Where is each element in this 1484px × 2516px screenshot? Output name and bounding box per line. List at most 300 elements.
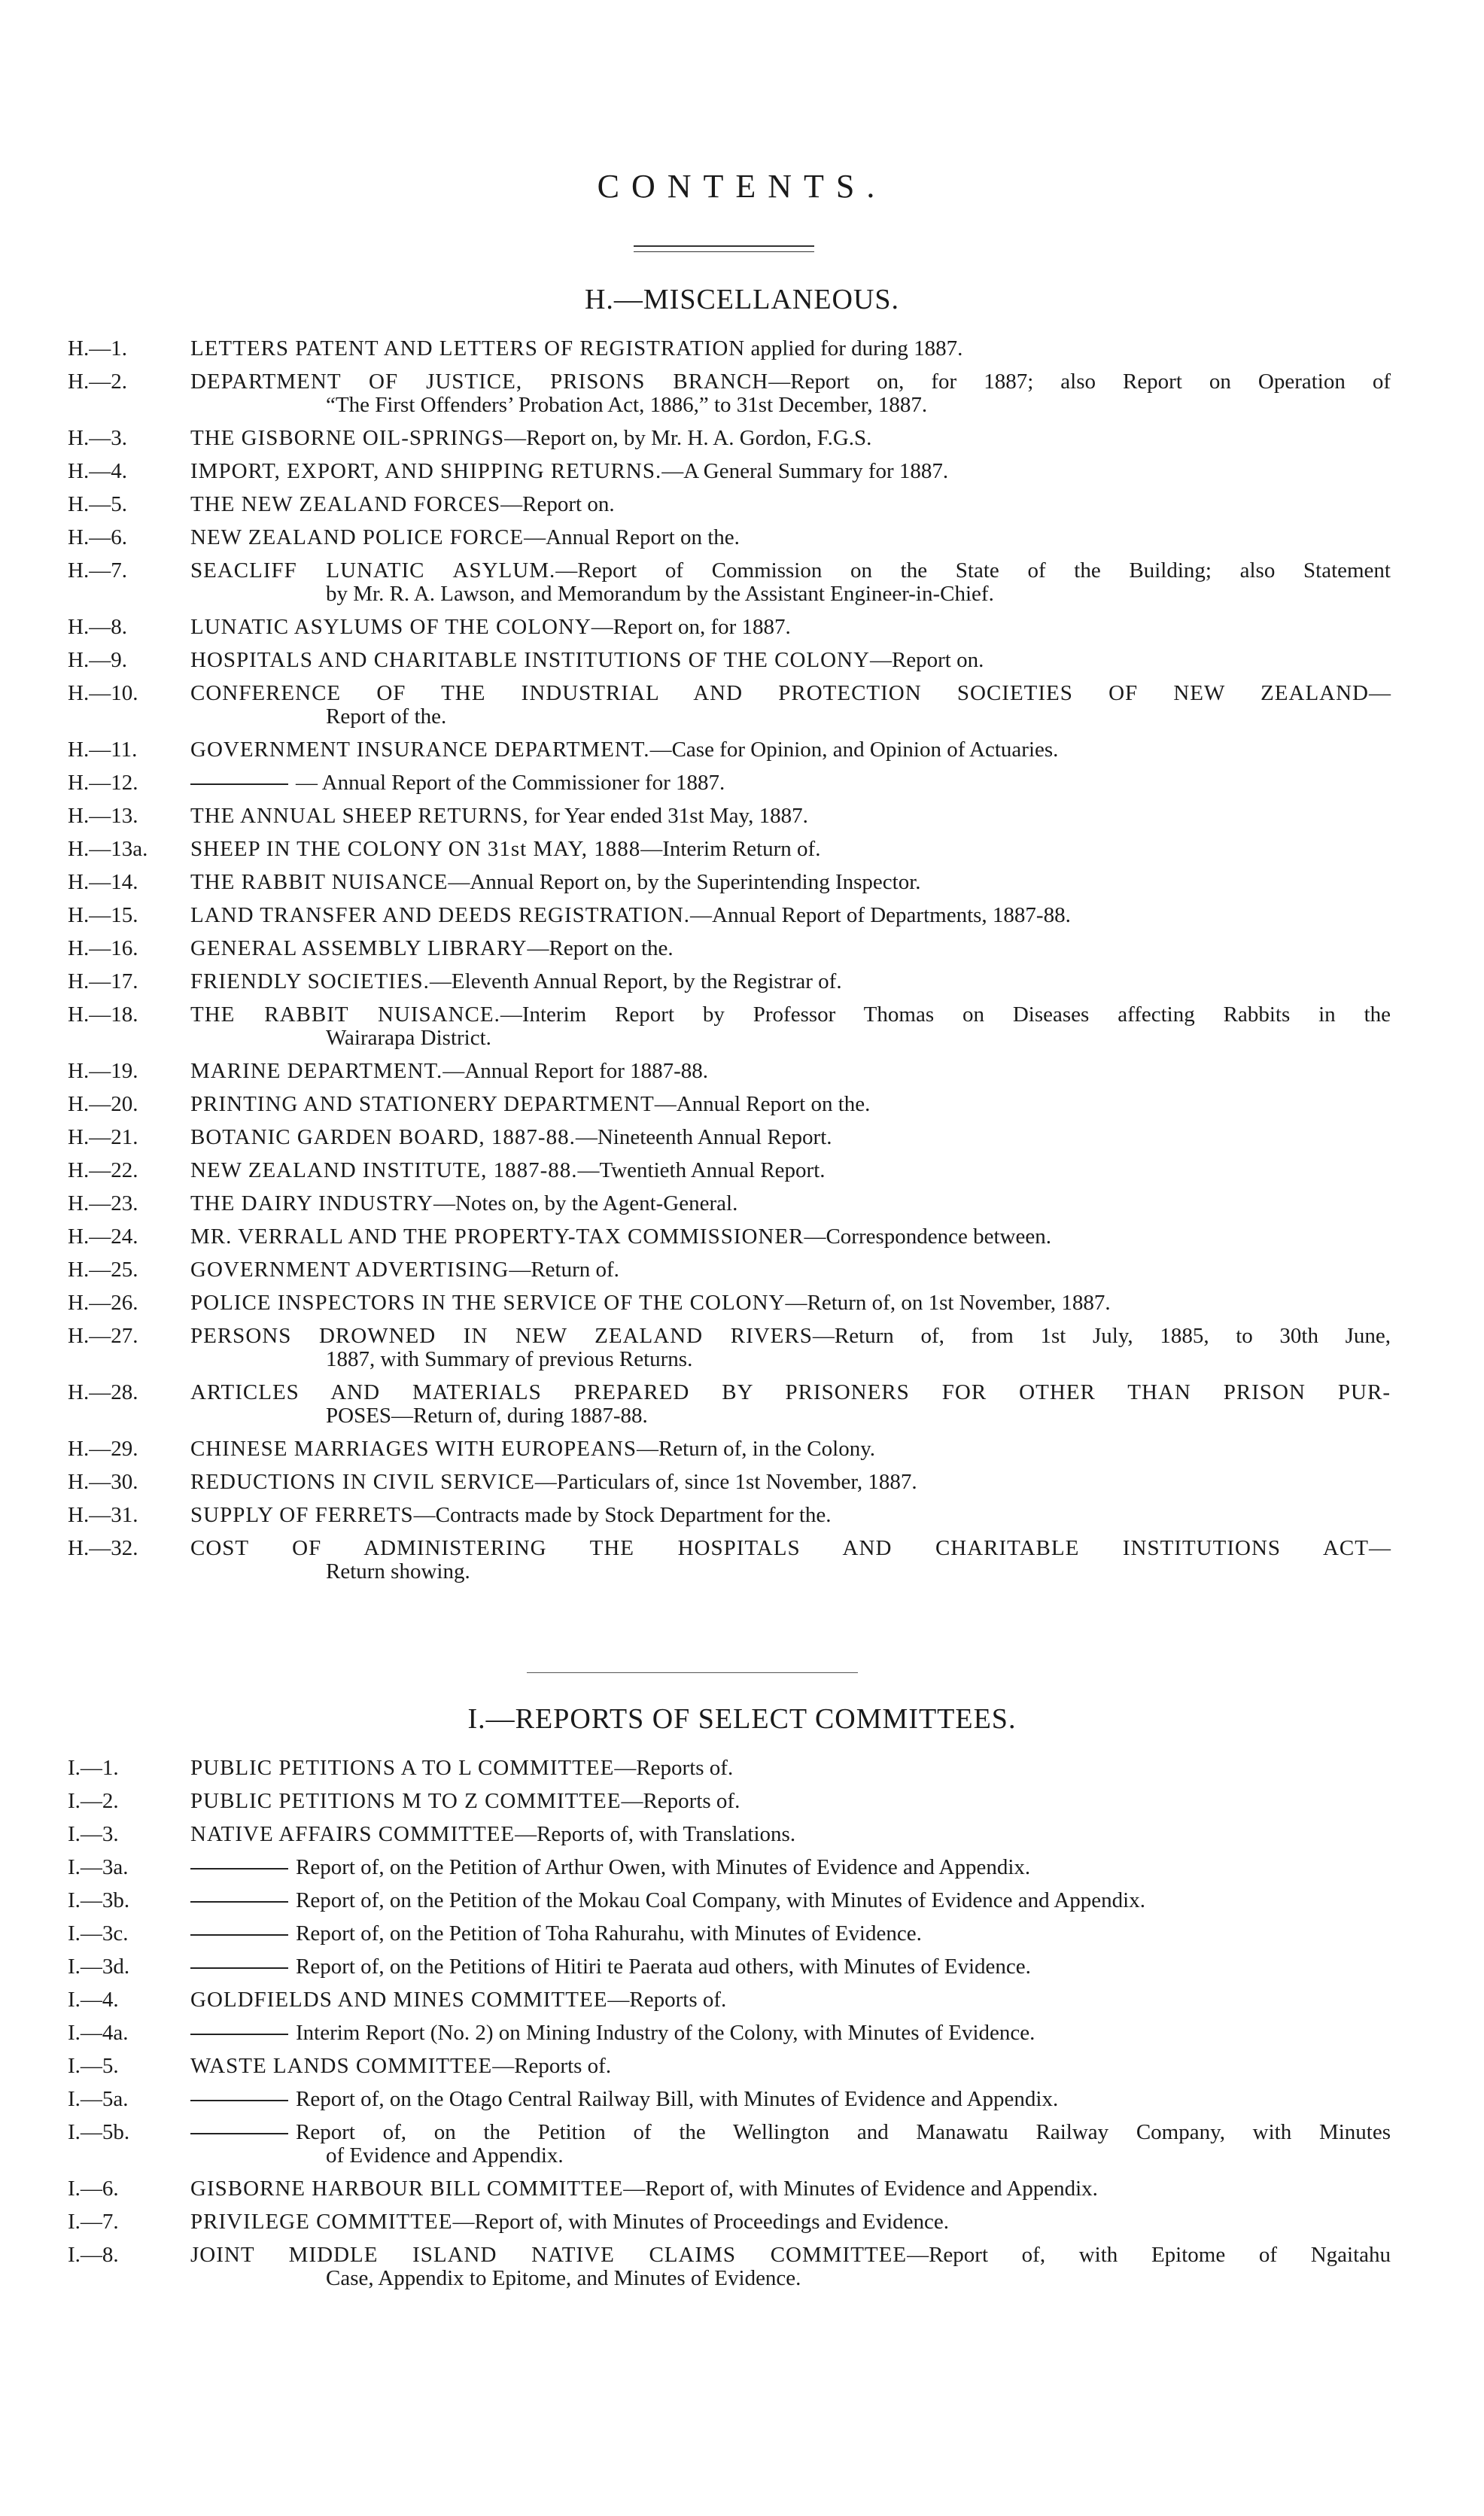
entry-subject: FRIENDLY SOCIETIES.: [190, 969, 430, 993]
section-heading-miscellaneous: H.—MISCELLANEOUS.: [584, 284, 900, 315]
entry-first-line: [190, 682, 1391, 705]
contents-entry: [68, 771, 1391, 795]
title-rule-top: [634, 245, 814, 247]
entry-code: I.—1.: [68, 1756, 119, 1780]
contents-entry: [68, 1537, 1391, 1584]
entry-code: H.—17.: [68, 969, 138, 993]
entry-code: H.—8.: [68, 615, 127, 639]
entry-code: H.—2.: [68, 370, 127, 394]
entry-description: —Nineteenth Annual Report.: [575, 1125, 832, 1149]
entry-text: [190, 937, 1391, 960]
contents-entry: [68, 2121, 1391, 2168]
contents-entry: [68, 1988, 1391, 2012]
entry-code: H.—29.: [68, 1437, 138, 1461]
contents-entry: [68, 1003, 1391, 1050]
entry-text: [190, 370, 1391, 417]
entry-text: [190, 838, 1391, 861]
entry-code: I.—8.: [68, 2243, 119, 2267]
entry-description: Interim Report (No. 2) on Mining Industry of the Colony, with Minutes of Evidence.: [296, 2021, 1035, 2045]
entry-description: —Return of.: [509, 1258, 619, 1282]
ditto-dash: [190, 2133, 288, 2134]
entry-description: —Report of Commission on the State of the Building; also Statement: [555, 558, 1391, 583]
entry-subject: NATIVE AFFAIRS COMMITTEE: [190, 1822, 515, 1846]
entry-text: [190, 1437, 1391, 1461]
entry-description: —A General Summary for 1887.: [661, 459, 949, 483]
entry-text: [190, 2022, 1391, 2045]
entry-code: H.—31.: [68, 1503, 138, 1527]
contents-entry: [68, 2177, 1391, 2201]
entry-text: [190, 1325, 1391, 1371]
entry-text: [190, 616, 1391, 639]
contents-entry: [68, 1060, 1391, 1083]
entry-code: H.—13a.: [68, 837, 148, 861]
entry-first-line: [190, 1291, 1391, 1315]
entry-description: —Report of, with Minutes of Proceedings and Evidence.: [452, 2210, 950, 2234]
contents-entry: [68, 493, 1391, 516]
entry-text: [190, 1823, 1391, 1846]
entry-description: Report of, on the Petition of the Mokau Coal Company, with Minutes of Evidence and Appendix.: [296, 1888, 1145, 1912]
contents-entry: [68, 1093, 1391, 1116]
entry-first-line: [190, 1856, 1391, 1879]
entry-subject: HOSPITALS AND CHARITABLE INSTITUTIONS OF THE COLONY: [190, 648, 870, 672]
contents-entry: [68, 1126, 1391, 1149]
entry-code: H.—7.: [68, 558, 127, 583]
entry-first-line: [190, 1437, 1391, 1461]
ditto-dash: [190, 1967, 288, 1969]
entry-text: [190, 2055, 1391, 2078]
entry-subject: THE DAIRY INDUSTRY: [190, 1191, 434, 1215]
entry-text: [190, 871, 1391, 894]
entry-first-line: [190, 1823, 1391, 1846]
contents-entry: [68, 871, 1391, 894]
entry-code: I.—3b.: [68, 1888, 130, 1912]
entry-text: [190, 559, 1391, 606]
entry-code: I.—3.: [68, 1822, 119, 1846]
entry-code: H.—25.: [68, 1258, 138, 1282]
entry-subject: THE ANNUAL SHEEP RETURNS,: [190, 804, 529, 828]
entry-subject: GENERAL ASSEMBLY LIBRARY: [190, 936, 528, 960]
entry-continuation: Case, Appendix to Epitome, and Minutes of Evidence.: [326, 2266, 801, 2290]
entry-text: [190, 1856, 1391, 1879]
section-divider: [527, 1672, 858, 1673]
entry-description: —Interim Report by Professor Thomas on Diseases affecting Rabbits in the: [500, 1002, 1391, 1027]
entry-description: —Reports of.: [614, 1756, 734, 1780]
ditto-dash: [190, 1934, 288, 1936]
entry-code: I.—3c.: [68, 1921, 129, 1946]
entry-description: Report of, on the Petition of Toha Rahurahu, with Minutes of Evidence.: [296, 1921, 922, 1946]
entry-description: —Return of, from 1st July, 1885, to 30th June,: [812, 1324, 1391, 1348]
entry-code: H.—9.: [68, 648, 127, 672]
entry-code: I.—5b.: [68, 2120, 130, 2144]
contents-entry: [68, 427, 1391, 450]
entry-text: [190, 2210, 1391, 2234]
contents-entry: [68, 1790, 1391, 1813]
entry-description: —Report of, with Minutes of Evidence and Appendix.: [623, 2177, 1098, 2201]
entry-description: —Reports of.: [621, 1789, 740, 1813]
contents-entry: [68, 1258, 1391, 1282]
entry-description: —Annual Report on the.: [524, 525, 740, 549]
miscellaneous-contents-list: [68, 337, 1391, 1593]
entry-description: Report of, on the Petition of Arthur Owen, with Minutes of Evidence and Appendix.: [296, 1855, 1031, 1879]
entry-subject: JOINT MIDDLE ISLAND NATIVE CLAIMS COMMITTEE: [190, 2243, 908, 2267]
contents-entry: [68, 559, 1391, 606]
entry-first-line: [190, 559, 1391, 583]
contents-entry: [68, 1889, 1391, 1912]
entry-subject: POLICE INSPECTORS IN THE SERVICE OF THE COLONY: [190, 1291, 786, 1315]
section-heading-select-committees: I.—REPORTS OF SELECT COMMITTEES.: [467, 1703, 1017, 1735]
entry-description: —Reports of.: [607, 1988, 727, 2012]
contents-entry: [68, 370, 1391, 417]
entry-text: [190, 526, 1391, 549]
entry-description: —Report on, by Mr. H. A. Gordon, F.G.S.: [504, 426, 872, 450]
entry-text: [190, 1126, 1391, 1149]
entry-subject: CHINESE MARRIAGES WITH EUROPEANS: [190, 1437, 637, 1461]
entry-text: [190, 1889, 1391, 1912]
entry-first-line: [190, 460, 1391, 483]
entry-text: [190, 1159, 1391, 1182]
entry-text: [190, 1504, 1391, 1527]
entry-code: H.—6.: [68, 525, 127, 549]
entry-description: —Report of, with Epitome of Ngaitahu: [907, 2243, 1391, 2267]
contents-entry: [68, 337, 1391, 361]
entry-subject: CONFERENCE OF THE INDUSTRIAL AND PROTECTION SOCIETIES OF NEW ZEALAND: [190, 681, 1369, 705]
entry-first-line: [190, 2177, 1391, 2201]
entry-subject: MR. VERRALL AND THE PROPERTY-TAX COMMISSIONER: [190, 1225, 804, 1249]
entry-code: H.—4.: [68, 459, 127, 483]
entry-continuation: by Mr. R. A. Lawson, and Memorandum by the Assistant Engineer-in-Chief.: [326, 582, 994, 606]
entry-first-line: [190, 1504, 1391, 1527]
entry-code: H.—32.: [68, 1536, 138, 1560]
entry-subject: WASTE LANDS COMMITTEE: [190, 2054, 493, 2078]
contents-entry: [68, 738, 1391, 762]
entry-code: I.—6.: [68, 2177, 119, 2201]
ditto-dash: [190, 2100, 288, 2101]
entry-code: H.—24.: [68, 1225, 138, 1249]
entry-subject: REDUCTIONS IN CIVIL SERVICE: [190, 1470, 535, 1494]
entry-code: H.—14.: [68, 870, 138, 894]
entry-first-line: [190, 1955, 1391, 1979]
entry-subject: GISBORNE HARBOUR BILL COMMITTEE: [190, 2177, 624, 2201]
entry-text: [190, 460, 1391, 483]
entry-first-line: [190, 1126, 1391, 1149]
entry-first-line: [190, 871, 1391, 894]
entry-first-line: [190, 1225, 1391, 1249]
entry-text: [190, 1225, 1391, 1249]
entry-subject: BOTANIC GARDEN BOARD, 1887-88.: [190, 1125, 576, 1149]
entry-first-line: [190, 2210, 1391, 2234]
entry-text: [190, 1790, 1391, 1813]
entry-first-line: [190, 2055, 1391, 2078]
entry-text: [190, 337, 1391, 361]
entry-description: —Correspondence between.: [804, 1225, 1051, 1249]
entry-first-line: [190, 937, 1391, 960]
entry-first-line: [190, 805, 1391, 828]
contents-entry: [68, 1192, 1391, 1215]
entry-description: —Annual Report on, by the Superintending Inspector.: [448, 870, 921, 894]
entry-description: —Annual Report of Departments, 1887-88.: [690, 903, 1071, 927]
entry-first-line: [190, 738, 1391, 762]
entry-text: [190, 649, 1391, 672]
entry-text: [190, 493, 1391, 516]
entry-code: I.—2.: [68, 1789, 119, 1813]
contents-entry: [68, 1325, 1391, 1371]
entry-first-line: [190, 1192, 1391, 1215]
entry-code: H.—21.: [68, 1125, 138, 1149]
entry-first-line: [190, 1471, 1391, 1494]
entry-first-line: [190, 493, 1391, 516]
entry-first-line: [190, 904, 1391, 927]
entry-description: —: [1369, 681, 1391, 705]
entry-subject: MARINE DEPARTMENT.: [190, 1059, 443, 1083]
entry-text: [190, 904, 1391, 927]
contents-entry: [68, 805, 1391, 828]
entry-text: [190, 970, 1391, 993]
entry-first-line: [190, 1889, 1391, 1912]
entry-code: H.—19.: [68, 1059, 138, 1083]
entry-first-line: [190, 337, 1391, 361]
entry-text: [190, 427, 1391, 450]
entry-description: Report of, on the Petitions of Hitiri te Paerata aud others, with Minutes of Evidence.: [296, 1955, 1031, 1979]
entry-first-line: [190, 1258, 1391, 1282]
entry-subject: LUNATIC ASYLUMS OF THE COLONY: [190, 615, 591, 639]
entry-subject: THE RABBIT NUISANCE.: [190, 1002, 500, 1027]
entry-text: [190, 2177, 1391, 2201]
select-committees-contents-list: [68, 1757, 1391, 2300]
entry-code: I.—5a.: [68, 2087, 129, 2111]
entry-subject: SEACLIFF LUNATIC ASYLUM.: [190, 558, 556, 583]
entry-first-line: [190, 2088, 1391, 2111]
contents-entry: [68, 2088, 1391, 2111]
entry-subject: GOVERNMENT ADVERTISING: [190, 1258, 509, 1282]
entry-first-line: [190, 1003, 1391, 1027]
contents-entry: [68, 1437, 1391, 1461]
entry-code: I.—5.: [68, 2054, 119, 2078]
contents-entry: [68, 2022, 1391, 2045]
entry-text: [190, 1291, 1391, 1315]
entry-code: H.—11.: [68, 738, 138, 762]
entry-subject: COST OF ADMINISTERING THE HOSPITALS AND CHARITABLE INSTITUTIONS ACT: [190, 1536, 1369, 1560]
entry-text: [190, 1192, 1391, 1215]
entry-code: H.—22.: [68, 1158, 138, 1182]
title-rule-bottom: [634, 251, 814, 252]
entry-text: [190, 2121, 1391, 2168]
entry-description: —Contracts made by Stock Department for the.: [413, 1503, 832, 1527]
entry-code: H.—20.: [68, 1092, 138, 1116]
entry-description: —Reports of.: [492, 2054, 612, 2078]
entry-code: H.—16.: [68, 936, 138, 960]
entry-code: I.—4a.: [68, 2021, 129, 2045]
entry-text: [190, 1757, 1391, 1780]
entry-subject: PUBLIC PETITIONS M TO Z COMMITTEE: [190, 1789, 622, 1813]
contents-entry: [68, 616, 1391, 639]
entry-text: [190, 1922, 1391, 1946]
entry-subject: NEW ZEALAND POLICE FORCE: [190, 525, 525, 549]
entry-subject: PUBLIC PETITIONS A TO L COMMITTEE: [190, 1756, 615, 1780]
entry-code: I.—7.: [68, 2210, 119, 2234]
entry-text: [190, 1471, 1391, 1494]
contents-entry: [68, 970, 1391, 993]
entry-subject: IMPORT, EXPORT, AND SHIPPING RETURNS.: [190, 459, 662, 483]
entry-code: H.—10.: [68, 681, 138, 705]
entry-code: I.—4.: [68, 1988, 119, 2012]
entry-subject: GOLDFIELDS AND MINES COMMITTEE: [190, 1988, 608, 2012]
entry-description: —Annual Report for 1887-88.: [442, 1059, 709, 1083]
entry-first-line: [190, 2022, 1391, 2045]
entry-description: —Return of, in the Colony.: [636, 1437, 876, 1461]
entry-description: —Notes on, by the Agent-General.: [433, 1191, 738, 1215]
contents-entry: [68, 2244, 1391, 2290]
entry-description: —Report on the.: [527, 936, 674, 960]
entry-continuation: Wairarapa District.: [326, 1026, 491, 1050]
entry-first-line: [190, 1790, 1391, 1813]
contents-entry: [68, 526, 1391, 549]
entry-subject: NEW ZEALAND INSTITUTE, 1887-88.: [190, 1158, 578, 1182]
entry-first-line: [190, 2244, 1391, 2267]
entry-description: —Return of, on 1st November, 1887.: [785, 1291, 1111, 1315]
entry-first-line: [190, 526, 1391, 549]
entry-first-line: [190, 2121, 1391, 2144]
entry-text: [190, 2088, 1391, 2111]
entry-text: [190, 1988, 1391, 2012]
entry-first-line: [190, 1922, 1391, 1946]
entry-code: H.—1.: [68, 336, 127, 361]
entry-description: —Annual Report on the.: [654, 1092, 871, 1116]
entry-description: —Report on, for 1887; also Report on Operation of: [768, 370, 1391, 394]
entry-first-line: [190, 427, 1391, 450]
contents-entry: [68, 2210, 1391, 2234]
contents-entry: [68, 1757, 1391, 1780]
contents-entry: [68, 1823, 1391, 1846]
entry-subject: ARTICLES AND MATERIALS PREPARED BY PRISONERS FOR OTHER THAN PRISON PUR-: [190, 1380, 1391, 1404]
contents-entry: [68, 1159, 1391, 1182]
contents-entry: [68, 2055, 1391, 2078]
entry-continuation: of Evidence and Appendix.: [326, 2143, 564, 2168]
page-title: CONTENTS.: [597, 168, 887, 205]
entry-description: —Report on.: [500, 492, 615, 516]
entry-text: [190, 738, 1391, 762]
entry-first-line: [190, 616, 1391, 639]
entry-text: [190, 1537, 1391, 1584]
entry-description: Report of, on the Otago Central Railway Bill, with Minutes of Evidence and Appendix.: [296, 2087, 1059, 2111]
contents-entry: [68, 1471, 1391, 1494]
contents-entry: [68, 460, 1391, 483]
entry-first-line: [190, 838, 1391, 861]
entry-subject: DEPARTMENT OF JUSTICE, PRISONS BRANCH: [190, 370, 769, 394]
entry-code: H.—30.: [68, 1470, 138, 1494]
entry-description: —Eleventh Annual Report, by the Registrar of.: [429, 969, 842, 993]
entry-subject: PRIVILEGE COMMITTEE: [190, 2210, 453, 2234]
entry-description: —Twentieth Annual Report.: [577, 1158, 826, 1182]
entry-text: [190, 1093, 1391, 1116]
entry-code: H.—27.: [68, 1324, 138, 1348]
entry-description: —Interim Return of.: [640, 837, 821, 861]
entry-text: [190, 682, 1391, 729]
entry-description: —: [1369, 1536, 1391, 1560]
entry-first-line: [190, 1381, 1391, 1404]
ditto-dash: [190, 783, 288, 785]
entry-first-line: [190, 370, 1391, 394]
entry-code: H.—26.: [68, 1291, 138, 1315]
entry-first-line: [190, 771, 1391, 795]
entry-first-line: [190, 970, 1391, 993]
entry-continuation: 1887, with Summary of previous Returns.: [326, 1347, 693, 1371]
entry-code: H.—3.: [68, 426, 127, 450]
entry-first-line: [190, 1159, 1391, 1182]
entry-description: — Annual Report of the Commissioner for 1887.: [296, 771, 725, 795]
contents-entry: [68, 1381, 1391, 1428]
entry-text: [190, 1258, 1391, 1282]
contents-entry: [68, 1856, 1391, 1879]
ditto-dash: [190, 1868, 288, 1870]
contents-entry: [68, 1504, 1391, 1527]
contents-entry: [68, 937, 1391, 960]
entry-code: H.—28.: [68, 1380, 138, 1404]
entry-description: —Case for Opinion, and Opinion of Actuaries.: [649, 738, 1059, 762]
entry-continuation: POSES—Return of, during 1887-88.: [326, 1404, 648, 1428]
contents-entry: [68, 904, 1391, 927]
entry-continuation: Return showing.: [326, 1559, 470, 1584]
ditto-dash: [190, 1901, 288, 1903]
entry-text: [190, 1955, 1391, 1979]
contents-entry: [68, 1922, 1391, 1946]
entry-code: I.—3d.: [68, 1955, 130, 1979]
entry-text: [190, 1060, 1391, 1083]
entry-code: H.—18.: [68, 1002, 138, 1027]
contents-entry: [68, 1291, 1391, 1315]
contents-entry: [68, 838, 1391, 861]
entry-description: for Year ended 31st May, 1887.: [528, 804, 808, 828]
entry-text: [190, 771, 1391, 795]
entry-first-line: [190, 1757, 1391, 1780]
entry-first-line: [190, 1325, 1391, 1348]
entry-first-line: [190, 1093, 1391, 1116]
entry-description: —Report on.: [869, 648, 984, 672]
entry-first-line: [190, 1060, 1391, 1083]
entry-continuation: “The First Offenders’ Probation Act, 1886,” to 31st December, 1887.: [326, 393, 928, 417]
entry-description: applied for during 1887.: [745, 336, 963, 361]
entry-code: H.—13.: [68, 804, 138, 828]
entry-code: H.—23.: [68, 1191, 138, 1215]
entry-subject: GOVERNMENT INSURANCE DEPARTMENT.: [190, 738, 650, 762]
entry-subject: PRINTING AND STATIONERY DEPARTMENT: [190, 1092, 655, 1116]
entry-subject: THE GISBORNE OIL-SPRINGS: [190, 426, 505, 450]
entry-first-line: [190, 649, 1391, 672]
entry-code: H.—5.: [68, 492, 127, 516]
entry-subject: THE RABBIT NUISANCE: [190, 870, 449, 894]
entry-description: Report of, on the Petition of the Wellington and Manawatu Railway Company, with Minutes: [296, 2120, 1391, 2144]
entry-subject: SUPPLY OF FERRETS: [190, 1503, 414, 1527]
entry-description: —Particulars of, since 1st November, 1887.: [534, 1470, 917, 1494]
contents-entry: [68, 682, 1391, 729]
entry-text: [190, 1381, 1391, 1428]
entry-description: —Reports of, with Translations.: [515, 1822, 796, 1846]
ditto-dash: [190, 2034, 288, 2035]
contents-entry: [68, 649, 1391, 672]
entry-code: H.—12.: [68, 771, 138, 795]
entry-text: [190, 1003, 1391, 1050]
entry-code: I.—3a.: [68, 1855, 129, 1879]
entry-subject: SHEEP IN THE COLONY ON 31st MAY, 1888: [190, 837, 641, 861]
entry-code: H.—15.: [68, 903, 138, 927]
entry-text: [190, 2244, 1391, 2290]
contents-entry: [68, 1225, 1391, 1249]
entry-text: [190, 805, 1391, 828]
entry-subject: THE NEW ZEALAND FORCES: [190, 492, 501, 516]
entry-subject: LETTERS PATENT AND LETTERS OF REGISTRATION: [190, 336, 746, 361]
entry-subject: LAND TRANSFER AND DEEDS REGISTRATION.: [190, 903, 691, 927]
entry-first-line: [190, 1988, 1391, 2012]
entry-description: —Report on, for 1887.: [591, 615, 791, 639]
